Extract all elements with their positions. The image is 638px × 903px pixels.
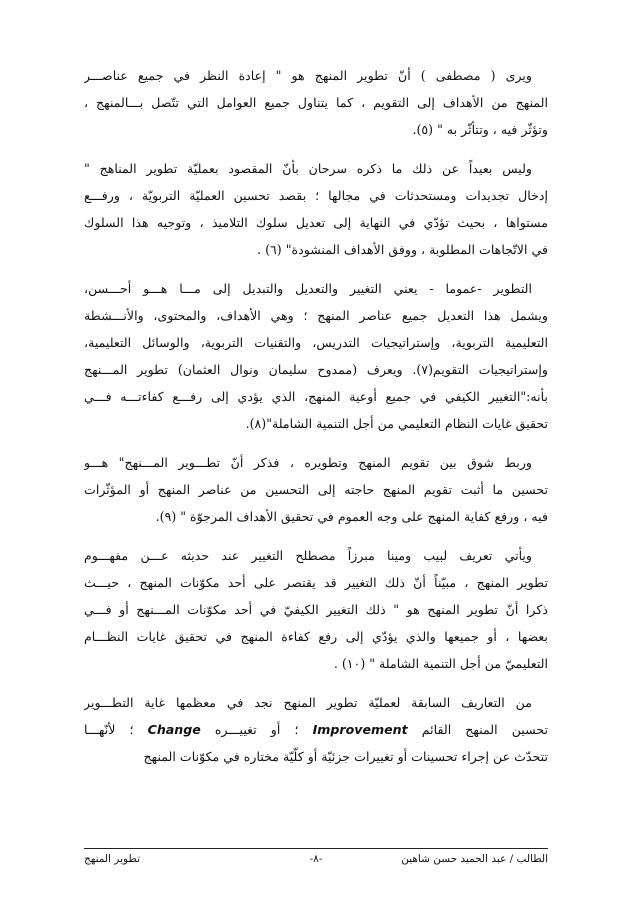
paragraph <box>84 275 548 437</box>
text-line: ذكرا أنّ تطوير المنهج هو " ذلك التغيير الكيفيّ في أحد مكوّنات المـــنهج أو فـــي <box>84 602 548 617</box>
text-line: بأنه:"التغيير الكيفي في جميع أوعية المنهج، الذي يؤدي إلى رفـــع كفاءتـــه فـــي <box>84 389 548 404</box>
text-line: المنهج من الأهداف إلى التقويم ، كما يتناول جميع العوامل التي تتّصل بـــالمنهج ، <box>84 95 548 110</box>
paragraph <box>84 689 548 770</box>
english-term: Improvement <box>312 722 408 737</box>
text-line: ويشمل هذا التعديل جميع عناصر المنهج ؛ وهي الأهداف، والمحتوى، والأنـــشطة <box>84 308 548 323</box>
text-line: وإستراتيجيات التقويم(٧). ويعرف (ممدوح سليمان ونوال العثمان) تطوير المـــنهج <box>84 362 548 377</box>
text-line: مستواها ، بحيث تؤدّي في النهاية إلى تعديل سلوك التلاميذ ، وتوجيه هذا السلوك <box>84 215 548 230</box>
text-line: وربط شوق بين تقويم المنهج وتطويره ، فذكر أنّ تطـــوير المـــنهج" هـــو <box>84 455 532 470</box>
page-footer <box>84 853 548 869</box>
paragraph <box>84 62 548 143</box>
text-line: وتؤثّر فيه ، وتتأثّر به " (٥). <box>412 122 548 137</box>
english-term: Change <box>147 722 201 737</box>
text-line: تحسين ما أثبت تقويم المنهج حاجته إلى التحسين من عناصر المنهج أو المؤثّرات <box>84 482 548 497</box>
text-line: وليس بعيداً عن ذلك ما ذكره سرحان بأنّ المقصود بعمليّة تطوير المناهج " <box>84 161 532 176</box>
text-line: بعضها ، أو جميعها والذي يؤدّي إلى رفع كفاءة المنهج في تحقيق غايات النظـــام <box>84 629 548 644</box>
footer-title: تطوير المنهج <box>84 853 140 865</box>
text-line: فيه ، ورفع كفاية المنهج على وجه العموم في تحقيق الأهداف المرجوّة " (٩). <box>155 509 548 524</box>
text-line: التعليميّ من أجل التنمية الشاملة " (١٠) . <box>333 656 548 671</box>
text-line: تطوير المنهج ، مبيّناً أنّ ذلك التغيير قد يقتصر على أحد مكوّنات المنهج ، حيـــث <box>84 575 548 590</box>
text-line: إدخال تجديدات ومستحدثات في مجالها ؛ بقصد تحسين العمليّة التربويّة ، ورفـــع <box>84 188 548 203</box>
text-line: ويأتي تعريف لبيب ومينا مبرزاً مصطلح التغيير عند حديثه عـــن مفهـــوم <box>84 548 532 563</box>
text-line: تحسين المنهج القائم Improvement ؛ أو تغييـــره Change ؛ لأنّهـــا <box>84 722 548 737</box>
body-text <box>84 62 548 782</box>
paragraph <box>84 155 548 263</box>
footer-author: الطالب / عبد الحميد حسن شاهين <box>401 853 548 865</box>
text-line: ويرى ( مصطفى ) أنّ تطوير المنهج هو " إعادة النظر في جميع عناصـــر <box>84 68 532 83</box>
footer-divider <box>84 848 548 849</box>
paragraph <box>84 542 548 677</box>
paragraph <box>84 449 548 530</box>
text-line: في الاتّجاهات المطلوبة ، ووفق الأهداف المنشودة" (٦) . <box>257 242 548 257</box>
text-line: تحقيق غايات النظام التعليمي من أجل التنمية الشاملة"(٨). <box>245 416 548 431</box>
text-line: من التعاريف السابقة لعمليّة تطوير المنهج نجد في معظمها غاية التطـــوير <box>84 695 532 710</box>
text-line: التطوير -عموما - يعني التغيير والتعديل والتبديل إلى مـــا هـــو أحـــسن، <box>84 281 532 296</box>
text-line: التعليمية التربوية، وإستراتيجيات التدريس، والتقنيات التربوية، والوسائل التعليمية، <box>84 335 548 350</box>
text-line: تتحدّث عن إجراء تحسينات أو تغييرات جزئيّة أو كلّيّة مختاره في مكوّنات المنهج <box>143 749 548 764</box>
footer-page-number: -٨- <box>309 853 323 865</box>
